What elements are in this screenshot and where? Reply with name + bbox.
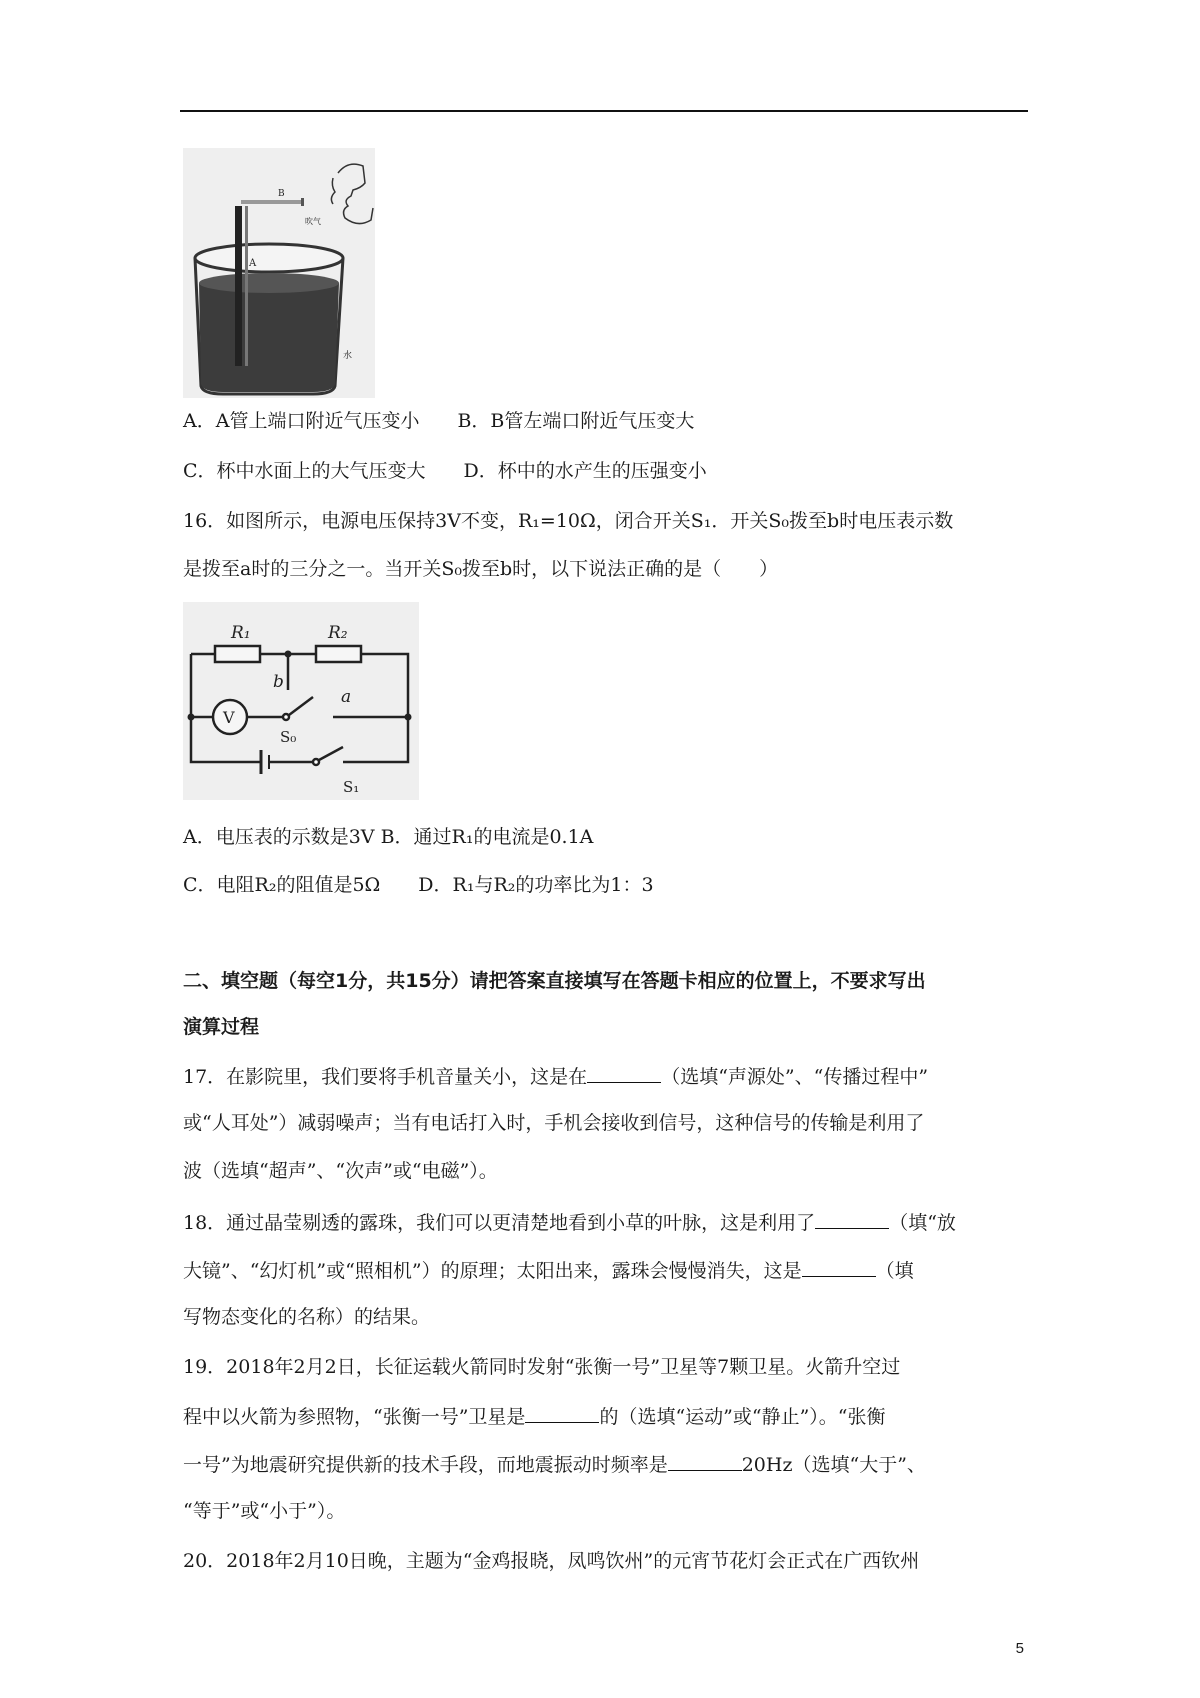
q18-line-1: [183, 1212, 956, 1233]
q19-blank-1[interactable]: [525, 1406, 599, 1423]
q17-text-3: 波（选填“超声”、“次声”或“电磁”）。: [183, 1160, 498, 1182]
q15-option-ab: A．A管上端口附近气压变小 B．B管左端口附近气压变大: [183, 410, 695, 432]
q18-blank-1[interactable]: [815, 1212, 889, 1229]
label-a-node: a: [341, 687, 352, 707]
q16-line-1: 16．如图所示，电源电压保持3V不变，R₁=10Ω，闭合开关S₁．开关S₀拨至b时电压表示数: [183, 510, 954, 532]
section2-heading-line2: 演算过程: [183, 1016, 260, 1038]
q18-blank-2[interactable]: [802, 1260, 876, 1277]
circuit-figure: [183, 602, 419, 800]
q18-text-2a: 大镜”、“幻灯机”或“照相机”）的原理；太阳出来，露珠会慢慢消失，这是: [183, 1260, 802, 1282]
label-blow: 吹气: [305, 217, 321, 226]
header-rule: [180, 110, 1028, 112]
label-s0: S₀: [280, 728, 297, 746]
q17-line-1: [183, 1066, 928, 1087]
label-voltmeter: V: [223, 708, 235, 727]
q19-line-2: [183, 1406, 886, 1427]
q19-blank-2[interactable]: [668, 1454, 742, 1471]
label-s1: S₁: [343, 778, 360, 796]
q18-line-2: [183, 1260, 914, 1281]
q17-line-3: [183, 1162, 498, 1181]
q19-text-3a: 一号”为地震研究提供新的技术手段，而地震振动时频率是: [183, 1454, 668, 1476]
label-a: A: [249, 258, 257, 269]
q17-line-2: 或“人耳处”）减弱噪声；当有电话打入时，手机会接收到信号，这种信号的传输是利用了: [183, 1112, 925, 1134]
q17-text-1b: （选填“声源处”、“传播过程中”: [661, 1066, 929, 1088]
q18-line-3: 写物态变化的名称）的结果。: [183, 1306, 431, 1328]
q19-text-2b: 的（选填“运动”或“静止”）。“张衡: [599, 1406, 886, 1428]
q18-text-2b: （填: [875, 1260, 914, 1282]
q18-text-1b: （填“放: [889, 1212, 956, 1234]
q15-option-cd: C．杯中水面上的大气压变大 D．杯中的水产生的压强变小: [183, 460, 707, 482]
beaker-figure: [183, 148, 375, 398]
q16-line-2: 是拨至a时的三分之一。当开关S₀拨至b时，以下说法正确的是（ ）: [183, 558, 779, 580]
q17-text-1a: 17．在影院里，我们要将手机音量关小，这是在: [183, 1066, 588, 1088]
q19-text-3b: 20Hz（选填“大于”、: [741, 1454, 926, 1476]
label-water: 水: [343, 351, 353, 361]
q19-line-4: “等于”或“小于”）。: [183, 1500, 346, 1522]
q18-text-1a: 18．通过晶莹剔透的露珠，我们可以更清楚地看到小草的叶脉，这是利用了: [183, 1212, 816, 1234]
q16-option-ab: A．电压表的示数是3V B．通过R₁的电流是0.1A: [183, 826, 594, 848]
q17-blank-1[interactable]: [587, 1066, 661, 1083]
q19-text-2a: 程中以火箭为参照物，“张衡一号”卫星是: [183, 1406, 526, 1428]
q20-line-1: 20．2018年2月10日晚，主题为“金鸡报晓，凤鸣饮州”的元宵节花灯会正式在广西钦州: [183, 1550, 920, 1572]
label-r2: R₂: [328, 623, 348, 643]
section2-heading-line1: 二、填空题（每空1分，共15分）请把答案直接填写在答题卡相应的位置上，不要求写出: [183, 970, 926, 992]
q19-line-3: [183, 1454, 926, 1475]
label-b-node: b: [273, 672, 284, 692]
q19-line-1: 19．2018年2月2日，长征运载火箭同时发射“张衡一号”卫星等7颗卫星。火箭升空过: [183, 1356, 901, 1378]
page-number: 5: [1015, 1640, 1024, 1657]
label-b: B: [278, 189, 285, 199]
q16-option-cd: C．电阻R₂的阻值是5Ω D．R₁与R₂的功率比为1：3: [183, 874, 654, 896]
label-r1: R₁: [231, 623, 251, 643]
